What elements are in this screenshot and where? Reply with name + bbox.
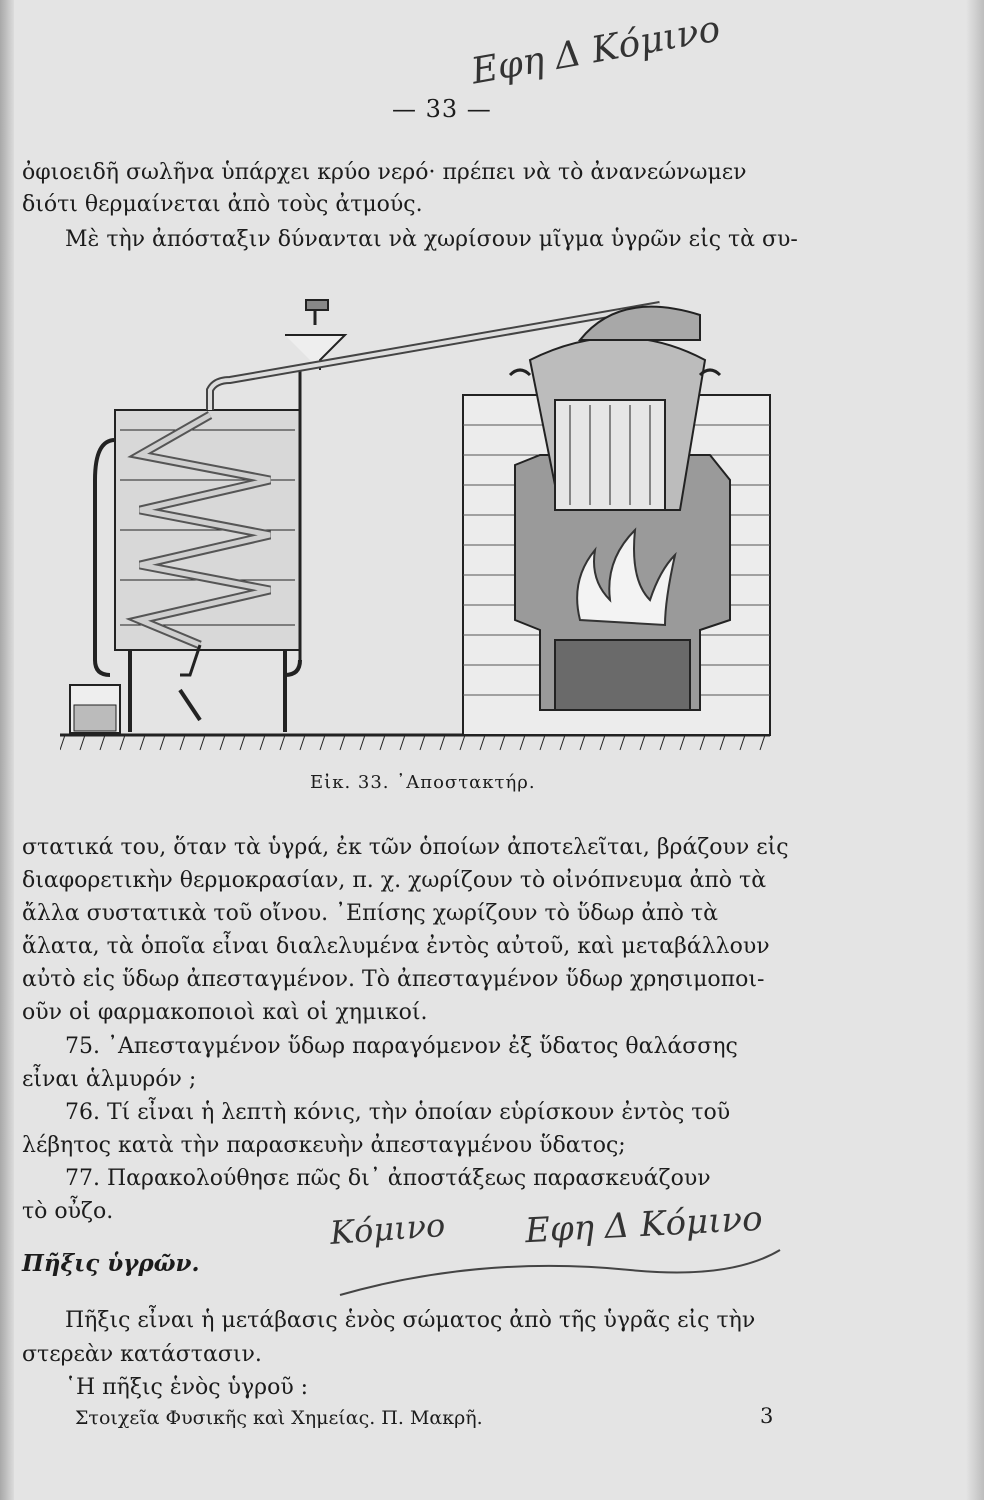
distillation-apparatus-figure — [60, 280, 780, 760]
text-line: ἄλλα συστατικὰ τοῦ οἴνου. ᾿Επίσης χωρίζουν τὸ ὕδωρ ἀπὸ τὰ — [22, 901, 718, 926]
text-line: ἅλατα, τὰ ὁποῖα εἶναι διαλελυμένα ἐντὸς αὐτοῦ, καὶ μεταβάλλουν — [22, 934, 770, 959]
signature-bottom-left: Κόμινο — [328, 1206, 447, 1252]
page-shadow-right — [966, 0, 984, 1500]
exercise-76: 76. Τί εἶναι ἡ λεπτὴ κόνις, τὴν ὁποίαν εὑρίσκουν ἐντὸς τοῦ — [65, 1100, 731, 1125]
text-line: αὐτὸ εἰς ὕδωρ ἀπεσταγμένον. Τὸ ἀπεσταγμένον ὕδωρ χρησιμοποι- — [22, 967, 765, 992]
signature-flourish — [330, 1245, 790, 1315]
text-line: στερεὰν κατάστασιν. — [22, 1342, 262, 1367]
sheet-mark: 3 — [760, 1404, 774, 1428]
text-line: Πῆξις εἶναι ἡ μετάβασις ἑνὸς σώματος ἀπὸ τῆς ὑγρᾶς εἰς τὴν — [65, 1308, 756, 1333]
text-line: εἶναι ἁλμυρόν ; — [22, 1067, 197, 1092]
text-line: Μὲ τὴν ἀπόσταξιν δύνανται νὰ χωρίσουν μῖγμα ὑγρῶν εἰς τὰ συ- — [65, 227, 798, 252]
text-line: διαφορετικὴν θερμοκρασίαν, π. χ. χωρίζουν τὸ οἰνόπνευμα ἀπὸ τὰ — [22, 868, 767, 893]
signature-top: Εφη Δ Κόμινο — [468, 8, 724, 93]
figure-caption: Εἰκ. 33. ᾿Αποστακτήρ. — [310, 772, 536, 793]
section-heading: Πῆξις ὑγρῶν. — [22, 1250, 200, 1277]
text-line: διότι θερμαίνεται ἀπὸ τοὺς ἀτμούς. — [22, 192, 423, 217]
page-shadow-left — [0, 0, 14, 1500]
text-line: λέβητος κατὰ τὴν παρασκευὴν ἀπεσταγμένου ὕδατος; — [22, 1133, 626, 1158]
exercise-75: 75. ᾿Απεσταγμένον ὕδωρ παραγόμενον ἐξ ὕδατος θαλάσσης — [65, 1034, 738, 1059]
signature-bottom-right: Εφη Δ Κόμινο — [524, 1198, 764, 1252]
text-line: στατικά του, ὅταν τὰ ὑγρά, ἐκ τῶν ὁποίων ἀποτελεῖται, βράζουν εἰς — [22, 835, 789, 860]
text-line: τὸ οὖζο. — [22, 1199, 114, 1224]
text-line: ὀφιοειδῆ σωλῆνα ὑπάρχει κρύο νερό· πρέπει νὰ τὸ ἀνανεώνωμεν — [22, 160, 747, 185]
book-footer: Στοιχεῖα Φυσικῆς καὶ Χημείας. Π. Μακρῆ. — [75, 1407, 483, 1429]
exercise-77: 77. Παρακολούθησε πῶς δι᾿ ἀποστάξεως παρασκευάζουν — [65, 1166, 711, 1191]
page-number: — 33 — — [392, 95, 492, 123]
text-line: ῾Η πῆξις ἑνὸς ὑγροῦ : — [65, 1375, 309, 1400]
text-line: οῦν οἱ φαρμακοποιοὶ καὶ οἱ χημικοί. — [22, 1000, 428, 1025]
